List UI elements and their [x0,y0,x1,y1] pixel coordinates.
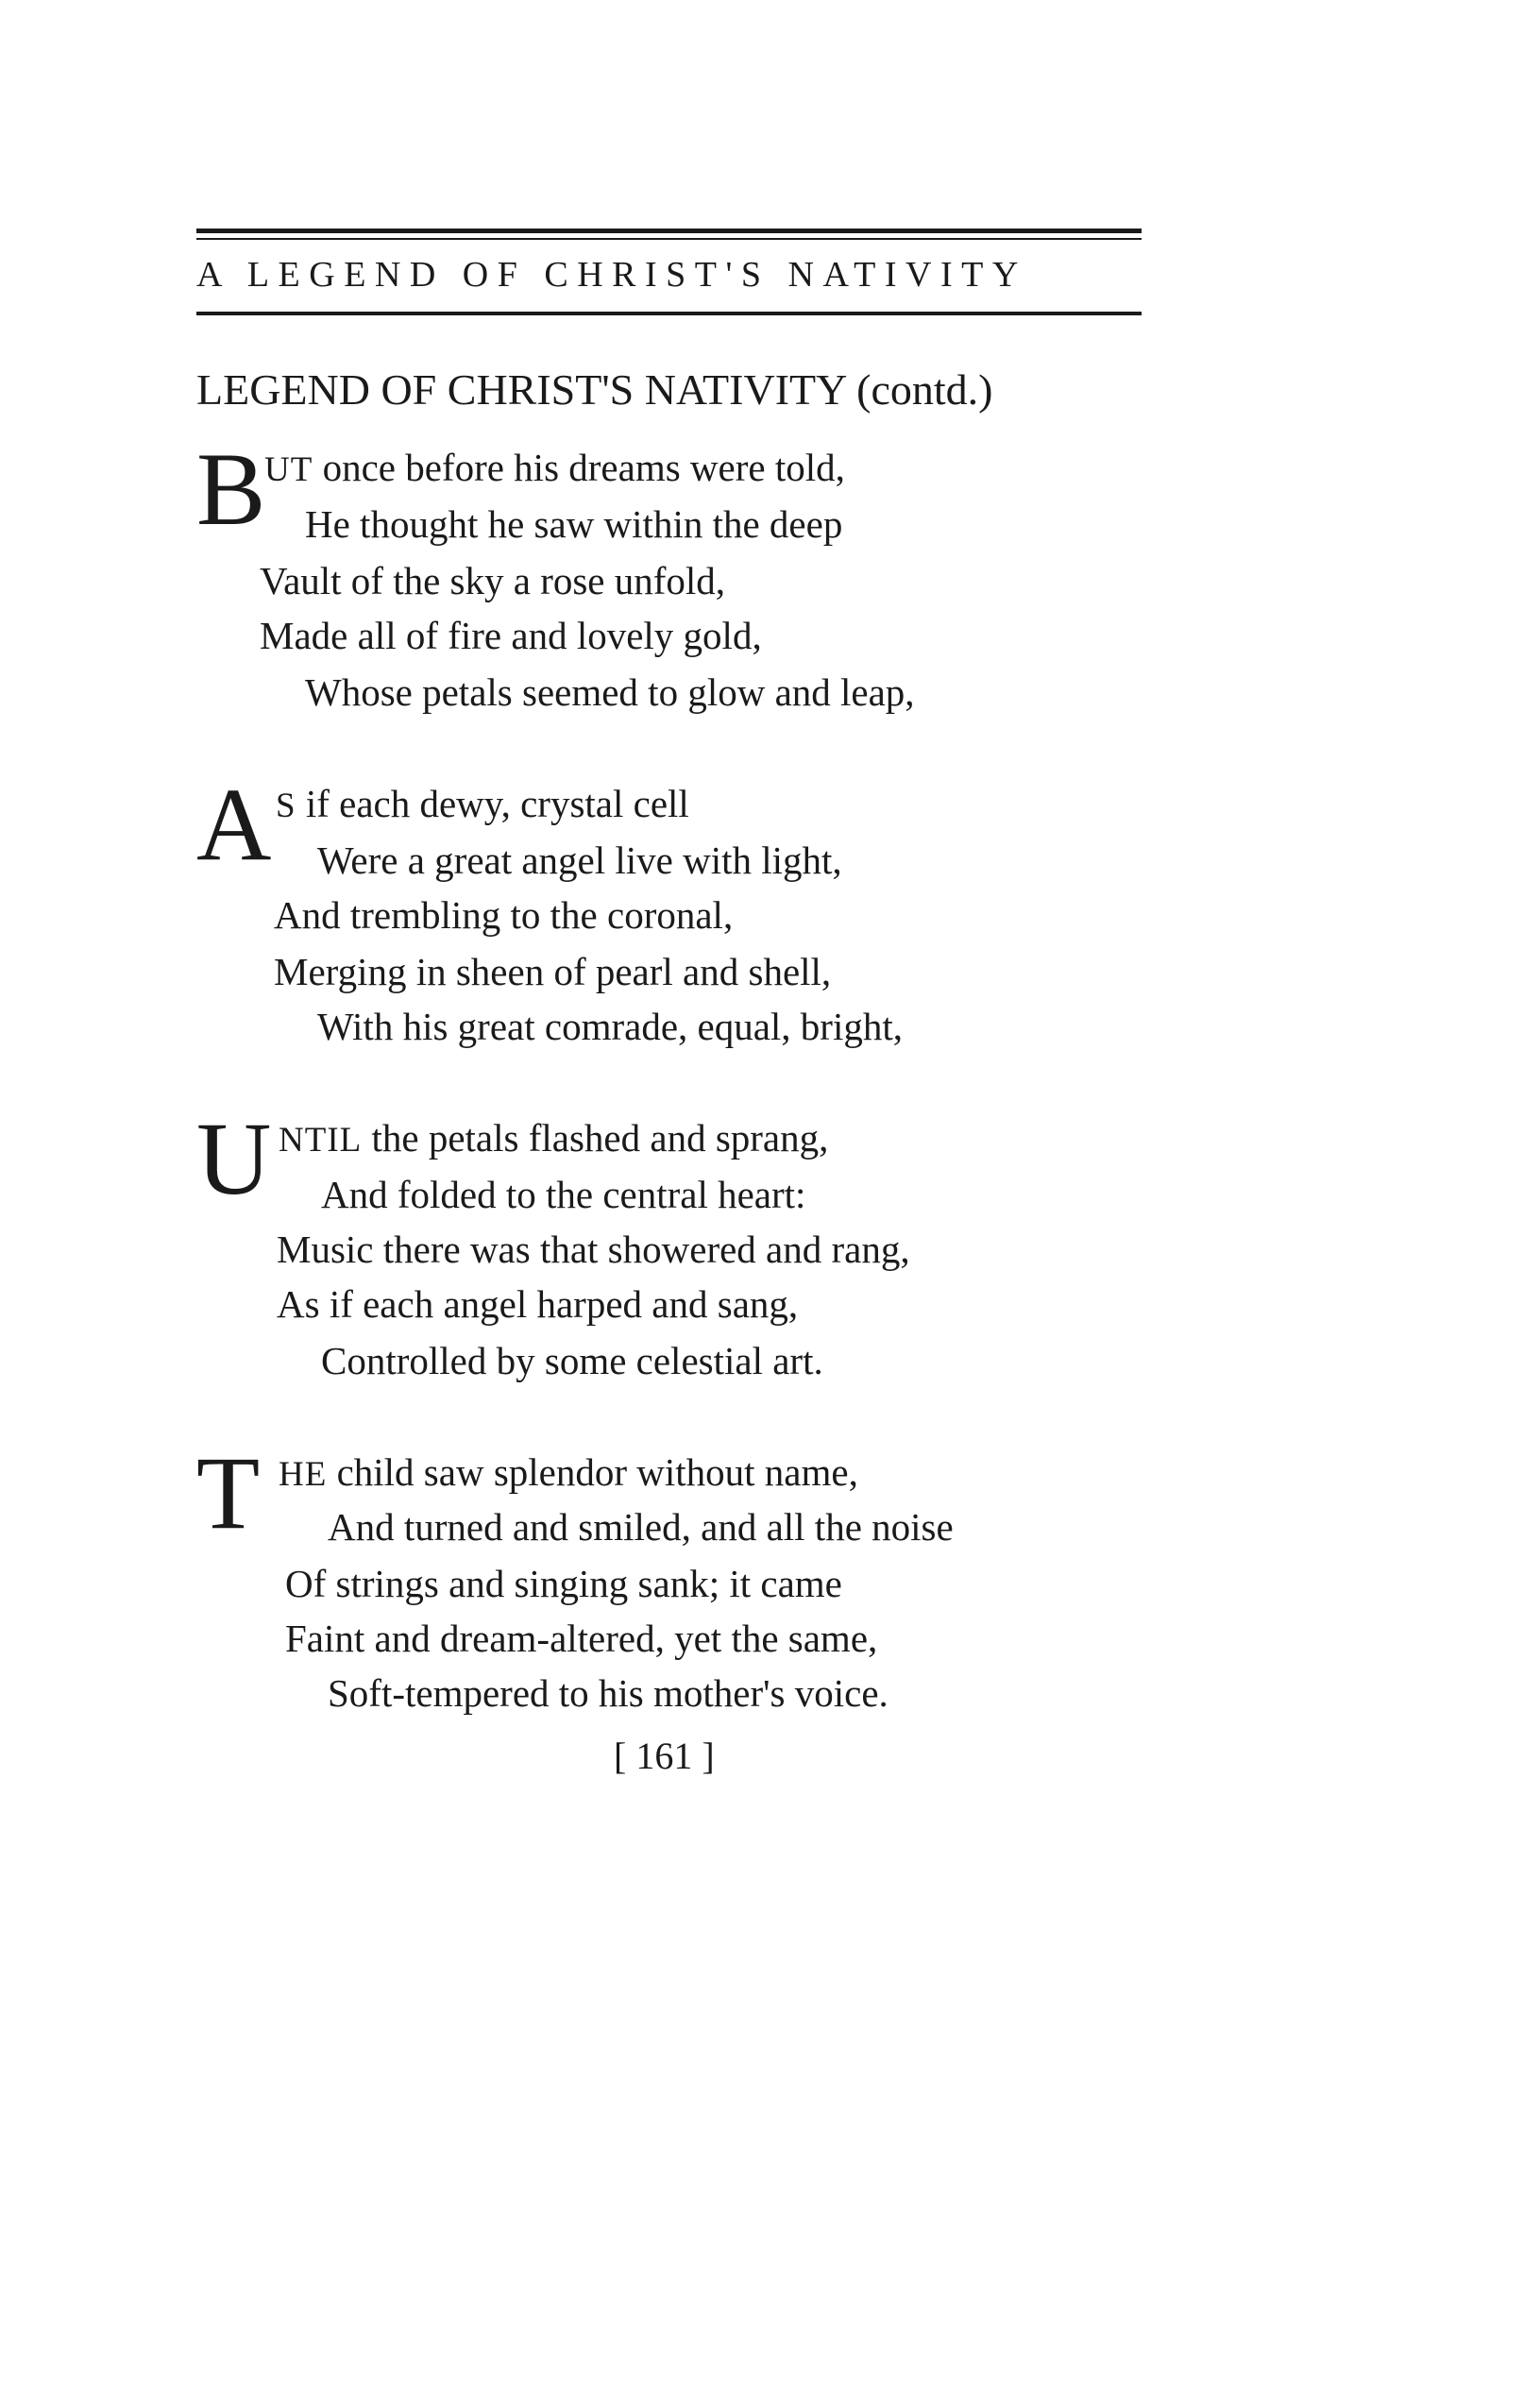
drop-cap: U [196,1101,272,1216]
verse-line: And folded to the central heart: [321,1173,806,1216]
drop-cap: B [196,432,266,547]
verse-line-text: once before his dreams were told, [313,446,845,489]
verse-opening-caps: NTIL [279,1121,363,1160]
verse-line: Controlled by some celestial art. [321,1339,823,1382]
verse-line: He thought he saw within the deep [305,502,843,546]
verse-line-text: if each dewy, crystal cell [296,782,689,825]
verse-line: Vault of the sky a rose unfold, [260,559,726,602]
verse-line: Merging in sheen of pearl and shell, [274,950,832,993]
page-number: [ 161 ] [614,1735,715,1777]
verse-line: Music there was that showered and rang, [277,1228,910,1271]
drop-cap: T [196,1435,261,1550]
header-rule-top [196,229,1142,233]
verse-line: And turned and smiled, and all the noise [328,1505,954,1549]
verse-line: Made all of fire and lovely gold, [260,614,762,657]
verse-opening-caps: S [276,787,296,825]
verse-opening-caps: HE [279,1455,328,1494]
header-rule-top-thin [196,238,1142,240]
verse-line: Were a great angel live with light, [317,838,842,882]
verse-line: As if each angel harped and sang, [277,1282,799,1326]
drop-cap: A [196,767,272,882]
verse-line: Faint and dream-altered, yet the same, [285,1617,878,1660]
verse-line [276,780,689,830]
verse-line: Of strings and singing sank; it came [285,1562,842,1605]
verse-line: Whose petals seemed to glow and leap, [305,670,915,714]
verse-line [279,1448,858,1499]
poem-title: LEGEND OF CHRIST'S NATIVITY (contd.) [196,365,993,414]
running-head: A LEGEND OF CHRIST'S NATIVITY [196,255,1027,295]
verse-line-text: child saw splendor without name, [327,1450,858,1494]
verse-line: With his great comrade, equal, bright, [317,1005,903,1048]
verse-line [264,444,845,494]
verse-line: Soft-tempered to his mother's voice. [328,1671,888,1715]
verse-opening-caps: UT [264,450,313,489]
verse-line-text: the petals flashed and sprang, [362,1116,829,1160]
header-rule-bottom [196,312,1142,315]
verse-line: And trembling to the coronal, [274,893,734,937]
verse-line [279,1114,828,1164]
